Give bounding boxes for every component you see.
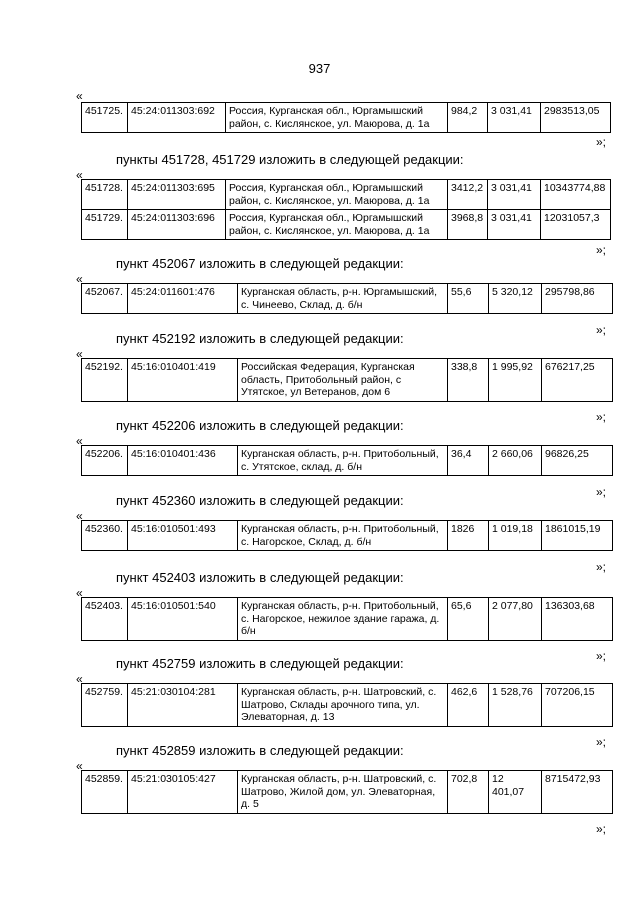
cell-area: 984,2 xyxy=(448,103,488,133)
cell-address: Россия, Курганская обл., Юргамышский район, с. Кислянское, ул. Маюрова, д. 1а xyxy=(226,103,448,133)
cell-rate: 5 320,12 xyxy=(489,284,542,314)
close-quote: »; xyxy=(596,560,607,574)
table-row xyxy=(82,684,613,727)
cell-item-number: 451728. xyxy=(82,180,128,210)
open-quote: « xyxy=(76,586,83,600)
open-quote: « xyxy=(76,272,83,286)
cell-cadastral-number: 45:16:010401:419 xyxy=(128,359,238,402)
cell-address: Курганская область, р-н. Шатровский, с. Шатрово, Склады арочного типа, ул. Элеваторная, д. 13 xyxy=(238,684,448,727)
registry-table xyxy=(81,283,613,314)
amendment-heading: пункт 452859 изложить в следующей редакции: xyxy=(116,743,404,758)
registry-table xyxy=(81,683,613,727)
cell-area: 36,4 xyxy=(448,446,489,476)
open-quote: « xyxy=(76,347,83,361)
cell-cadastral-number: 45:24:011303:695 xyxy=(128,180,226,210)
cell-value: 1861015,19 xyxy=(542,521,613,551)
cell-cadastral-number: 45:21:030104:281 xyxy=(128,684,238,727)
cell-cadastral-number: 45:24:011303:692 xyxy=(128,103,226,133)
open-quote: « xyxy=(76,672,83,686)
cell-area: 3412,2 xyxy=(448,180,488,210)
open-quote: « xyxy=(76,434,83,448)
amendment-heading: пункт 452759 изложить в следующей редакции: xyxy=(116,656,404,671)
cell-address: Курганская область, р-н. Притобольный, с. Утятское, склад, д. б/н xyxy=(238,446,448,476)
cell-area: 702,8 xyxy=(448,771,489,814)
cell-item-number: 451725. xyxy=(82,103,128,133)
cell-value: 707206,15 xyxy=(542,684,613,727)
cell-item-number: 452360. xyxy=(82,521,128,551)
close-quote: »; xyxy=(596,323,607,337)
cell-item-number: 452403. xyxy=(82,598,128,641)
cell-area: 55,6 xyxy=(448,284,489,314)
table-row xyxy=(82,446,613,476)
cell-cadastral-number: 45:16:010501:493 xyxy=(128,521,238,551)
cell-cadastral-number: 45:24:011303:696 xyxy=(128,210,226,240)
cell-rate: 3 031,41 xyxy=(488,103,541,133)
cell-rate: 3 031,41 xyxy=(488,180,541,210)
cell-cadastral-number: 45:24:011601:476 xyxy=(128,284,238,314)
amendment-heading: пункт 452360 изложить в следующей редакции: xyxy=(116,493,404,508)
cell-item-number: 452067. xyxy=(82,284,128,314)
close-quote: »; xyxy=(596,649,607,663)
cell-area: 3968,8 xyxy=(448,210,488,240)
cell-address: Россия, Курганская обл., Юргамышский район, с. Кислянское, ул. Маюрова, д. 1а xyxy=(226,180,448,210)
registry-table xyxy=(81,358,613,402)
close-quote: »; xyxy=(596,485,607,499)
cell-value: 676217,25 xyxy=(542,359,613,402)
close-quote: »; xyxy=(596,135,607,149)
table-row xyxy=(82,180,611,210)
open-quote: « xyxy=(76,168,83,182)
cell-rate: 1 995,92 xyxy=(489,359,542,402)
cell-address: Курганская область, р-н. Притобольный, с. Нагорское, нежилое здание гаража, д. б/н xyxy=(238,598,448,641)
amendment-heading: пункт 452067 изложить в следующей редакции: xyxy=(116,256,404,271)
cell-item-number: 452192. xyxy=(82,359,128,402)
cell-area: 462,6 xyxy=(448,684,489,727)
cell-address: Курганская область, р-н. Юргамышский, с. Чинеево, Склад, д. б/н xyxy=(238,284,448,314)
cell-address: Россия, Курганская обл., Юргамышский район, с. Кислянское, ул. Маюрова, д. 1а xyxy=(226,210,448,240)
cell-area: 338,8 xyxy=(448,359,489,402)
close-quote: »; xyxy=(596,243,607,257)
registry-table xyxy=(81,597,613,641)
table-row xyxy=(82,284,613,314)
cell-area: 1826 xyxy=(448,521,489,551)
table-row xyxy=(82,598,613,641)
registry-table xyxy=(81,770,613,814)
cell-item-number: 452206. xyxy=(82,446,128,476)
cell-item-number: 452759. xyxy=(82,684,128,727)
cell-value: 96826,25 xyxy=(542,446,613,476)
registry-table xyxy=(81,445,613,476)
cell-value: 12031057,3 xyxy=(541,210,611,240)
cell-item-number: 452859. xyxy=(82,771,128,814)
table-row xyxy=(82,771,613,814)
cell-rate: 1 019,18 xyxy=(489,521,542,551)
open-quote: « xyxy=(76,759,83,773)
cell-address: Российская Федерация, Курганская область, Притобольный район, с Утятское, ул Ветеранов, дом 6 xyxy=(238,359,448,402)
registry-table xyxy=(81,520,613,551)
table-row xyxy=(82,103,611,133)
close-quote: »; xyxy=(596,735,607,749)
cell-area: 65,6 xyxy=(448,598,489,641)
cell-value: 8715472,93 xyxy=(542,771,613,814)
amendment-heading: пункт 452403 изложить в следующей редакции: xyxy=(116,570,404,585)
cell-rate: 2 077,80 xyxy=(489,598,542,641)
table-row xyxy=(82,210,611,240)
table-row xyxy=(82,359,613,402)
cell-value: 10343774,88 xyxy=(541,180,611,210)
cell-value: 2983513,05 xyxy=(541,103,611,133)
cell-address: Курганская область, р-н. Притобольный, с. Нагорское, Склад, д. б/н xyxy=(238,521,448,551)
table-row xyxy=(82,521,613,551)
cell-address: Курганская область, р-н. Шатровский, с. Шатрово, Жилой дом, ул. Элеваторная, д. 5 xyxy=(238,771,448,814)
registry-table xyxy=(81,102,611,133)
registry-table xyxy=(81,179,611,240)
amendment-heading: пункты 451728, 451729 изложить в следующей редакции: xyxy=(116,152,464,167)
cell-rate: 3 031,41 xyxy=(488,210,541,240)
cell-value: 136303,68 xyxy=(542,598,613,641)
cell-rate: 2 660,06 xyxy=(489,446,542,476)
cell-item-number: 451729. xyxy=(82,210,128,240)
cell-cadastral-number: 45:21:030105:427 xyxy=(128,771,238,814)
cell-rate: 12 401,07 xyxy=(489,771,542,814)
amendment-heading: пункт 452192 изложить в следующей редакции: xyxy=(116,331,404,346)
cell-cadastral-number: 45:16:010501:540 xyxy=(128,598,238,641)
cell-cadastral-number: 45:16:010401:436 xyxy=(128,446,238,476)
cell-value: 295798,86 xyxy=(542,284,613,314)
open-quote: « xyxy=(76,509,83,523)
close-quote: »; xyxy=(596,410,607,424)
open-quote: « xyxy=(76,89,83,103)
close-quote: »; xyxy=(596,822,607,836)
page-number: 937 xyxy=(308,61,331,76)
amendment-heading: пункт 452206 изложить в следующей редакции: xyxy=(116,418,404,433)
cell-rate: 1 528,76 xyxy=(489,684,542,727)
